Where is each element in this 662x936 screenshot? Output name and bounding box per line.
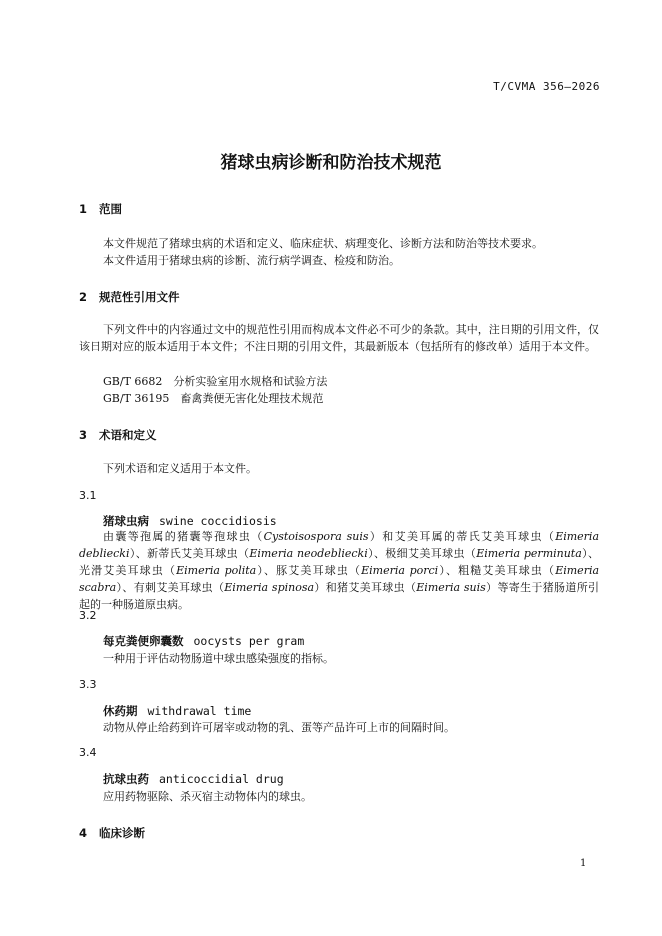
paragraph: 下列术语和定义适用于本文件。: [103, 462, 257, 475]
reference-code: GB/T 6682: [103, 375, 163, 388]
section-number: 2: [79, 290, 88, 304]
section-heading-scope: [79, 201, 122, 217]
term-definition: 一种用于评估动物肠道中球虫感染强度的指标。: [103, 652, 334, 665]
paragraph: 本文件适用于猪球虫病的诊断、流行病学调查、检疫和防治。: [103, 254, 400, 267]
section-heading-terms: [79, 427, 157, 443]
paragraph: 本文件规范了猪球虫病的术语和定义、临床症状、病理变化、诊断方法和防治等技术要求。: [103, 237, 543, 250]
term-number: 3.1: [79, 489, 97, 502]
term-number: 3.2: [79, 609, 97, 622]
term-cn: 抗球虫药: [103, 772, 149, 786]
reference-code: GB/T 36195: [103, 392, 170, 405]
document-number: T/CVMA 356—2026: [493, 80, 600, 93]
term-en: anticoccidial drug: [159, 772, 284, 786]
term-en: oocysts per gram: [193, 634, 305, 648]
term-definition: 由囊等孢属的猪囊等孢球虫（Cystoisospora suis）和艾美耳属的蒂氏艾美耳球虫（Eimeria debliecki）、新蒂氏艾美耳球虫（Eimeria neodebliecki）、极细艾美耳球虫（Eimeria perminuta）、光滑艾美耳球虫（Eimeria polita）、豚艾美耳球虫（Eimeria porci）、粗糙艾美耳球虫（Eimeria scabra）、有刺艾美耳球虫（Eimeria spinosa）和猪艾美耳球虫（Eimeria suis）等寄生于猪肠道所引起的一种肠道原虫病。: [79, 530, 600, 611]
term-en: withdrawal time: [147, 704, 252, 718]
section-title: 规范性引用文件: [99, 290, 180, 304]
term-definition: 应用药物驱除、杀灭宿主动物体内的球虫。: [103, 790, 312, 803]
term-entry: [103, 633, 304, 649]
term-cn: 猪球虫病: [103, 514, 149, 528]
section-title: 临床诊断: [99, 826, 145, 840]
page-title: 猪球虫病诊断和防治技术规范: [220, 153, 442, 173]
section-title: 术语和定义: [99, 428, 157, 442]
term-number: 3.3: [79, 678, 97, 691]
reference-item: [103, 373, 327, 389]
term-entry: [103, 771, 284, 787]
term-definition: 动物从停止给药到许可屠宰或动物的乳、蛋等产品许可上市的间隔时间。: [103, 721, 455, 734]
reference-name: 畜禽粪便无害化处理技术规范: [180, 392, 324, 405]
section-heading-normative-refs: [79, 289, 180, 305]
section-number: 1: [79, 202, 88, 216]
section-heading-clinical: [79, 825, 145, 841]
term-cn: 休药期: [103, 704, 138, 718]
paragraph: 下列文件中的内容通过文中的规范性引用而构成本文件必不可少的条款。其中，注日期的引用文件，仅该日期对应的版本适用于本文件；不注日期的引用文件，其最新版本（包括所有的修改单）适用于本文件。: [79, 323, 599, 353]
reference-name: 分析实验室用水规格和试验方法: [173, 375, 328, 388]
term-entry: [103, 703, 251, 719]
section-number: 3: [79, 428, 88, 442]
page-number: 1: [580, 858, 587, 869]
term-number: 3.4: [79, 746, 97, 759]
section-number: 4: [79, 826, 88, 840]
reference-item: [103, 390, 323, 406]
term-en: swine coccidiosis: [159, 514, 277, 528]
section-title: 范围: [99, 202, 122, 216]
term-cn: 每克粪便卵囊数: [103, 634, 184, 648]
term-entry: [103, 513, 277, 529]
